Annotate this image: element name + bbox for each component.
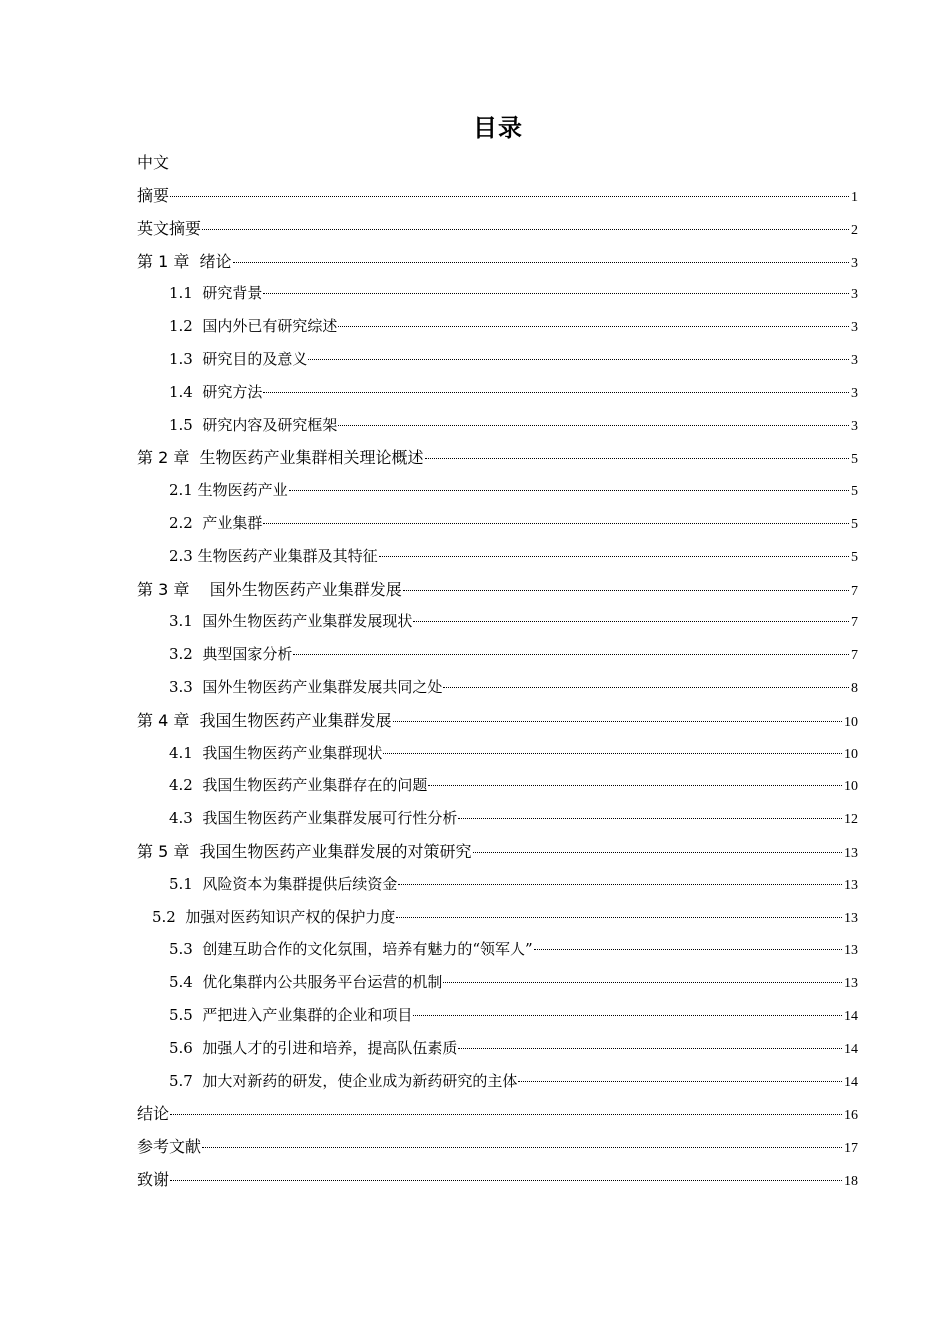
toc-entry-page-number: 10: [844, 714, 858, 730]
toc-entry-label: 2.1 生物医药产业: [169, 481, 288, 500]
toc-entry-label: 第 2 章 生物医药产业集群相关理论概述: [137, 448, 424, 468]
dot-leader: [263, 392, 849, 393]
dot-leader: [428, 785, 842, 786]
toc-entry-label: 5.6 加强人才的引进和培养，提高队伍素质: [169, 1038, 458, 1057]
dot-leader: [170, 196, 849, 197]
dot-leader: [293, 654, 849, 655]
toc-entry[interactable]: [137, 212, 858, 245]
toc-entry[interactable]: [169, 868, 858, 901]
toc-entry-page-number: 16: [844, 1108, 858, 1124]
toc-entry-page-number: 3: [851, 353, 858, 368]
toc-entry[interactable]: [152, 901, 858, 934]
toc-entry-page-number: 7: [851, 583, 858, 599]
toc-entry[interactable]: [137, 1097, 858, 1130]
toc-entry-page-number: 14: [844, 1074, 858, 1090]
toc-entry[interactable]: [169, 310, 858, 343]
dot-leader: [263, 293, 849, 294]
toc-entry-page-number: 10: [844, 779, 858, 795]
toc-entry[interactable]: [169, 277, 858, 310]
toc-entry-page-number: 7: [851, 615, 858, 631]
toc-entry-page-number: 2: [851, 222, 858, 238]
toc-entry[interactable]: [137, 573, 858, 606]
toc-entry-label: 参考文献: [137, 1137, 202, 1157]
toc-entry-label: 1.1 研究背景: [169, 284, 263, 303]
toc-entry-label: 4.2 我国生物医药产业集群存在的问题: [169, 776, 428, 795]
dot-leader: [170, 1180, 842, 1181]
dot-leader: [413, 1015, 842, 1016]
toc-entry-page-number: 14: [844, 1009, 858, 1024]
toc-entry-label: 1.4 研究方法: [169, 382, 263, 401]
toc-entry-label: 5.7 加大对新药的研发，使企业成为新药研究的主体: [169, 1071, 518, 1090]
dot-leader: [473, 852, 842, 853]
dot-leader: [263, 523, 849, 524]
toc-entry[interactable]: [169, 999, 858, 1032]
toc-entry[interactable]: [137, 441, 858, 474]
toc-entry-page-number: 3: [851, 255, 858, 271]
toc-entry-label: 致谢: [137, 1170, 170, 1189]
toc-entry[interactable]: [169, 933, 858, 966]
toc-entry-page-number: 13: [844, 943, 858, 959]
toc-entry-page-number: 13: [844, 910, 858, 926]
toc-entry-page-number: 13: [844, 846, 858, 861]
toc-entry-page-number: 10: [844, 746, 858, 762]
toc-entry-page-number: 3: [851, 385, 858, 401]
toc-entry-label: 4.1 我国生物医药产业集群现状: [169, 743, 383, 762]
dot-leader: [393, 721, 842, 722]
toc-entry-label: 1.5 研究内容及研究框架: [169, 415, 338, 434]
toc-entry-page-number: 13: [844, 976, 858, 992]
toc-entry-label: 第 3 章 国外生物医药产业集群发展: [137, 579, 402, 599]
toc-entry-page-number: 5: [851, 452, 858, 468]
dot-leader: [458, 818, 842, 819]
toc-entry[interactable]: [169, 769, 858, 802]
dot-leader: [308, 359, 849, 360]
toc-entry-label: 结论: [137, 1104, 170, 1124]
dot-leader: [403, 590, 849, 591]
toc-entry[interactable]: [169, 343, 858, 376]
dot-leader: [170, 1114, 842, 1115]
toc-entry-page-number: 1: [851, 190, 858, 205]
toc-entry-page-number: 12: [844, 812, 858, 828]
toc-entry-label: 2.3 生物医药产业集群及其特征: [169, 546, 378, 565]
dot-leader: [425, 458, 849, 459]
dot-leader: [338, 425, 849, 426]
toc-entry[interactable]: [137, 1130, 858, 1163]
dot-leader: [233, 262, 849, 263]
toc-entry-page-number: 5: [851, 549, 858, 565]
toc-entry-page-number: 5: [851, 484, 858, 500]
toc-entry-label: 5.1 风险资本为集群提供后续资金: [169, 874, 398, 893]
toc-entry[interactable]: [169, 507, 858, 540]
toc-entry[interactable]: [137, 835, 858, 868]
section-heading: 中文: [137, 153, 170, 172]
toc-entry[interactable]: [169, 409, 858, 442]
dot-leader: [202, 229, 849, 230]
toc-entry-page-number: 13: [844, 877, 858, 893]
dot-leader: [338, 326, 849, 327]
toc-entry[interactable]: [169, 540, 858, 573]
toc-entry[interactable]: [137, 245, 858, 278]
dot-leader: [518, 1081, 842, 1082]
toc-entry-label: 4.3 我国生物医药产业集群发展可行性分析: [169, 809, 458, 828]
toc-entry[interactable]: [169, 376, 858, 409]
dot-leader: [443, 982, 842, 983]
toc-entry-label: 第 4 章 我国生物医药产业集群发展: [137, 710, 392, 730]
toc-entry-label: 第 1 章 绪论: [137, 251, 232, 271]
toc-entry[interactable]: [169, 638, 858, 671]
toc-entry[interactable]: [169, 474, 858, 507]
toc-entry[interactable]: [169, 671, 858, 704]
dot-leader: [443, 687, 849, 688]
toc-entry[interactable]: [137, 179, 858, 212]
dot-leader: [458, 1048, 842, 1049]
dot-leader: [202, 1147, 842, 1148]
toc-entry-label: 3.1 国外生物医药产业集群发展现状: [169, 612, 413, 631]
dot-leader: [534, 949, 842, 950]
toc-entry-label: 3.2 典型国家分析: [169, 645, 293, 664]
dot-leader: [413, 621, 849, 622]
toc-entry[interactable]: [137, 704, 858, 737]
toc-entry-label: 5.3 创建互助合作的文化氛围，培养有魅力的“领军人”: [169, 940, 533, 959]
dot-leader: [396, 917, 842, 918]
toc-entry[interactable]: [137, 1163, 858, 1196]
toc-entry-label: 5.2 加强对医药知识产权的保护力度: [152, 907, 396, 926]
dot-leader: [379, 556, 849, 557]
toc-entry-page-number: 3: [851, 418, 858, 434]
toc-entry-label: 摘要: [137, 186, 170, 205]
toc-entry[interactable]: [169, 966, 858, 999]
toc-entry[interactable]: [169, 737, 858, 770]
toc-entry-page-number: 3: [851, 287, 858, 303]
toc-entry-label: 第 5 章 我国生物医药产业集群发展的对策研究: [137, 842, 472, 861]
toc-entry-label: 3.3 国外生物医药产业集群发展共同之处: [169, 678, 443, 696]
toc-entry-page-number: 8: [851, 681, 858, 696]
toc-entry-label: 1.2 国内外已有研究综述: [169, 317, 338, 336]
toc-entry[interactable]: [169, 802, 858, 835]
dot-leader: [398, 884, 842, 885]
toc-entry-label: 5.5 严把进入产业集群的企业和项目: [169, 1006, 413, 1024]
toc-entry-page-number: 3: [851, 320, 858, 336]
toc-entry-label: 英文摘要: [137, 218, 202, 238]
toc-entry-page-number: 14: [844, 1041, 858, 1057]
toc-entry-page-number: 17: [844, 1141, 858, 1157]
dot-leader: [383, 753, 842, 754]
toc-entry-page-number: 7: [851, 648, 858, 664]
toc-entry-page-number: 5: [851, 517, 858, 532]
dot-leader: [289, 490, 849, 491]
toc-entry[interactable]: [169, 1032, 858, 1065]
toc-entry[interactable]: [169, 1065, 858, 1098]
toc-entry-label: 5.4 优化集群内公共服务平台运营的机制: [169, 973, 443, 992]
toc-entry-label: 1.3 研究目的及意义: [169, 350, 308, 368]
toc-entry-label: 2.2 产业集群: [169, 514, 263, 532]
toc-entry-page-number: 18: [844, 1174, 858, 1189]
toc-entry[interactable]: [169, 605, 858, 638]
toc-title: 目录: [473, 114, 523, 142]
